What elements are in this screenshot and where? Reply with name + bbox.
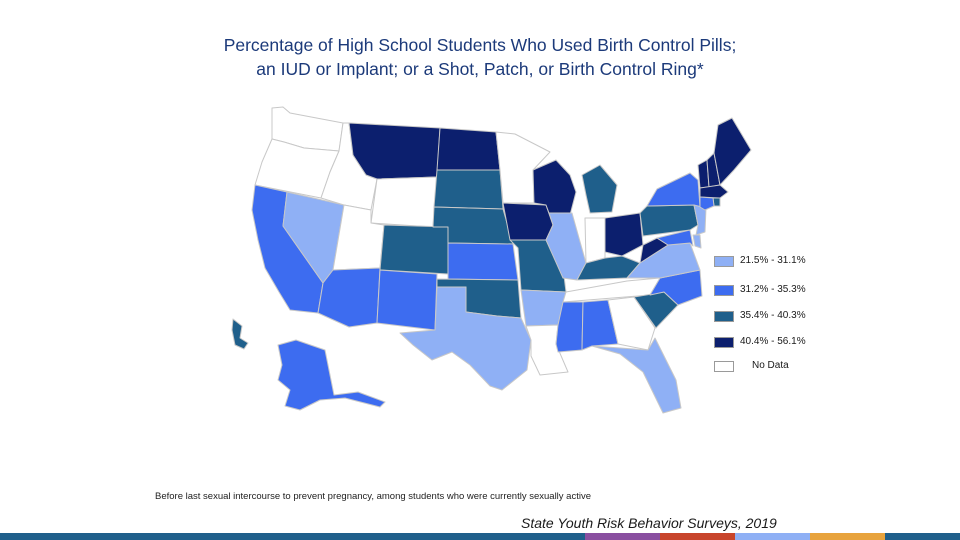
source-citation: State Youth Risk Behavior Surveys, 2019: [521, 515, 777, 531]
state-WY: [371, 177, 437, 227]
footnote: Before last sexual intercourse to prevent pregnancy, among students who were currently sexually active: [155, 491, 591, 502]
legend-label: 35.4% - 40.3%: [740, 310, 806, 321]
state-AZ: [318, 268, 380, 327]
legend-swatch: [714, 361, 734, 372]
title-line-1: Percentage of High School Students Who Used Birth Control Pills;: [223, 35, 737, 55]
state-CT: [700, 197, 714, 210]
state-KS: [448, 243, 518, 280]
state-DE: [693, 235, 701, 248]
bottom-bar-segment: [735, 533, 810, 540]
title-line-2: an IUD or Implant; or a Shot, Patch, or Birth Control Ring*: [256, 59, 704, 79]
legend-item: [714, 310, 834, 324]
bottom-bar-segment: [660, 533, 735, 540]
legend-item: [714, 336, 834, 350]
state-OH: [605, 213, 643, 256]
legend-swatch: [714, 285, 734, 296]
bottom-color-bar: [0, 533, 960, 540]
bottom-bar-segment: [810, 533, 885, 540]
state-IA: [503, 203, 553, 240]
state-FL: [592, 338, 681, 413]
legend-item: [714, 255, 834, 269]
legend-label: No Data: [752, 360, 789, 371]
state-ND: [437, 128, 500, 170]
bottom-bar-segment: [0, 533, 585, 540]
state-ME: [714, 118, 751, 185]
state-NM: [377, 270, 437, 330]
legend-label: 40.4% - 56.1%: [740, 336, 806, 347]
legend-swatch: [714, 311, 734, 322]
bottom-bar-segment: [585, 533, 660, 540]
state-MA: [700, 185, 728, 198]
legend-label: 21.5% - 31.1%: [740, 255, 806, 266]
state-NY: [647, 173, 700, 210]
bottom-bar-segment: [885, 533, 960, 540]
legend-swatch: [714, 337, 734, 348]
state-AK: [278, 340, 385, 410]
state-CO: [380, 225, 448, 274]
legend-item: [714, 284, 834, 298]
legend-label: 31.2% - 35.3%: [740, 284, 806, 295]
state-HI: [232, 319, 248, 349]
legend-swatch: [714, 256, 734, 267]
state-IN: [585, 218, 605, 263]
state-SD: [434, 170, 503, 209]
state-MT: [349, 123, 440, 179]
state-MI: [582, 165, 617, 213]
legend-item: [714, 360, 834, 374]
